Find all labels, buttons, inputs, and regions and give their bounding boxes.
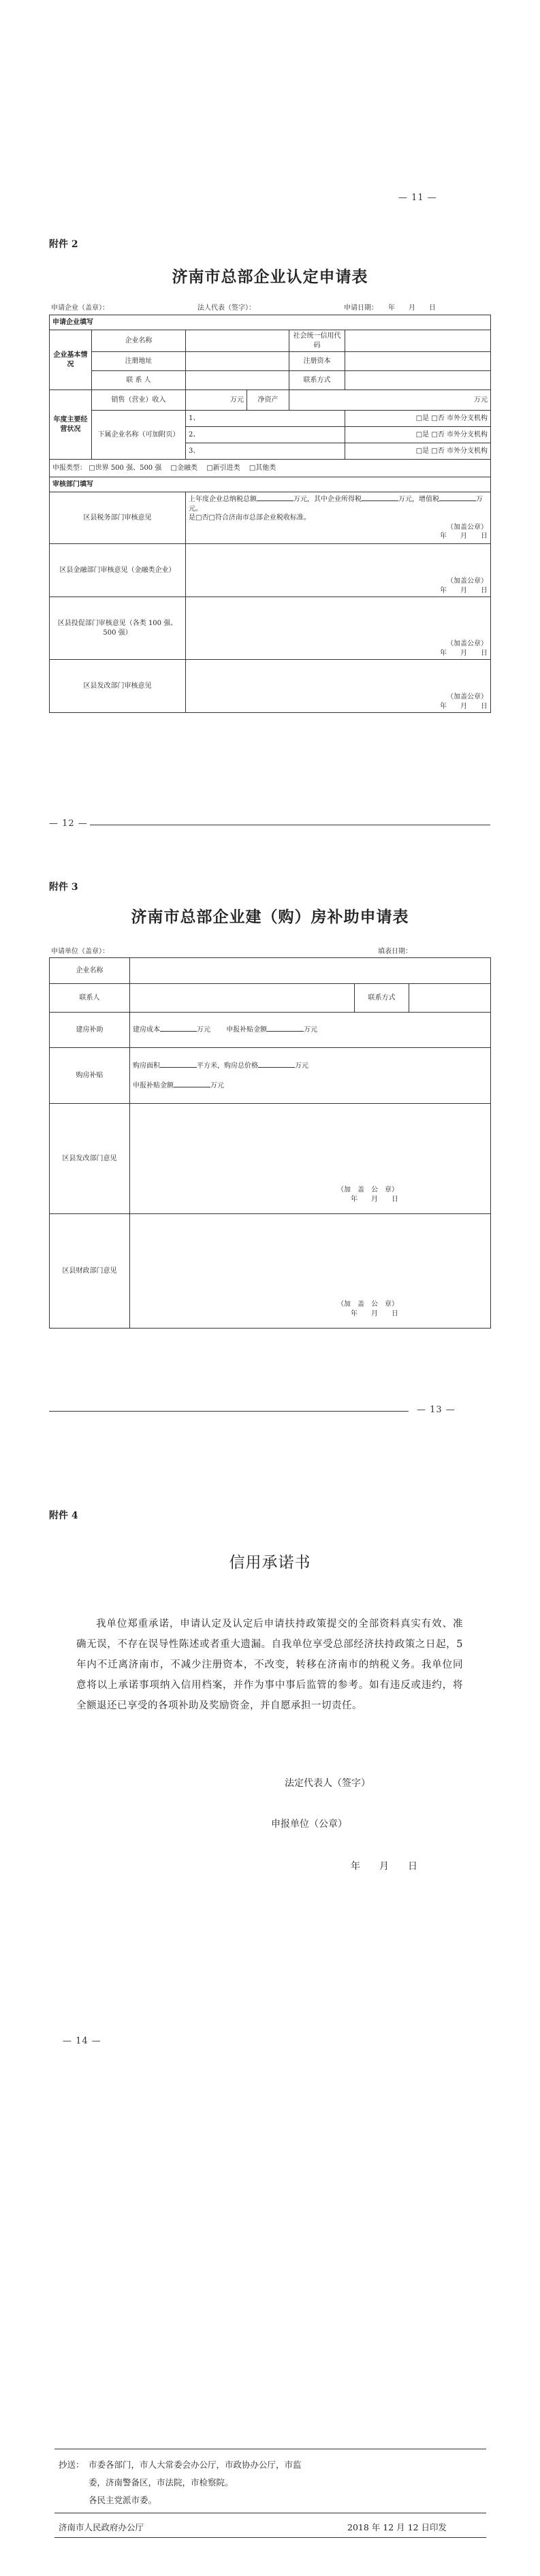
- annex-3-label: 附件 3: [49, 882, 78, 893]
- annex-3-title: 济南市总部企业建（购）房补助申请表: [131, 908, 409, 926]
- applicant-seal-label: 申报单位（公章）: [271, 1819, 347, 1830]
- apply-type-row: [50, 460, 491, 477]
- enterprise-recognition-form: [49, 315, 491, 713]
- annex-3-meta-date: 填表日期：: [378, 948, 412, 955]
- a3-contact-field[interactable]: [130, 984, 355, 1013]
- contact-field[interactable]: [186, 371, 289, 390]
- a3-fin-dept-opinion[interactable]: [130, 1214, 491, 1329]
- company-name-label: 企业名称: [92, 330, 186, 352]
- tax-dept-label: 区县税务部门审核意见: [50, 492, 186, 544]
- cc-line-1: 市委各部门，市人大常委会办公厅，市政协办公厅，市监: [89, 2460, 302, 2470]
- sales-label: 销售（营业）收入: [92, 390, 186, 411]
- a3-company-name-field[interactable]: [130, 958, 491, 984]
- footer-bottom-rule: [54, 2537, 486, 2538]
- tax-dept-seal: （加盖公章）: [447, 523, 488, 531]
- a3-dev-dept-label: 区县发改部门意见: [50, 1104, 130, 1214]
- page-number-12: — 12 —: [49, 818, 88, 829]
- a3-dev-dept-date: 年 月 日: [351, 1195, 398, 1203]
- a3-fin-dept-label: 区县财政部门意见: [50, 1214, 130, 1329]
- apply-type-label: 申报类型：: [52, 464, 86, 472]
- fin-dept-label: 区县金融部门审核意见（金融类企业）: [50, 544, 186, 597]
- sales-unit: 万元: [186, 390, 247, 411]
- contact-method-field[interactable]: [345, 371, 491, 390]
- tax-dept-standard: 是□否□符合济南市总部企业税收标准。: [189, 514, 311, 522]
- reg-address-field[interactable]: [186, 352, 289, 371]
- cc-line-3: 各民主党派市委。: [89, 2495, 157, 2505]
- sub-unit-row-2-option[interactable]: □是 □否 市外分支机构: [345, 427, 491, 443]
- cc-line-2: 委，济南警备区，市法院，市检察院。: [89, 2477, 234, 2487]
- net-assets-unit: 万元: [289, 390, 491, 411]
- annex-2-label: 附件 2: [49, 239, 78, 250]
- sub-units-label: 下属企业名称（可加附页）: [92, 411, 186, 460]
- company-name-field[interactable]: [186, 330, 289, 352]
- issued-date: 2018 年 12 月 12 日印发: [347, 2522, 447, 2532]
- reg-capital-field[interactable]: [345, 352, 491, 371]
- sub-unit-row-3-option[interactable]: □是 □否 市外分支机构: [345, 443, 491, 460]
- sub-unit-row-1-name[interactable]: 1、: [186, 411, 345, 427]
- tax-dept-opinion[interactable]: [186, 492, 491, 544]
- apply-type-other[interactable]: □其他类: [249, 464, 276, 472]
- inv-dept-seal: （加盖公章）: [447, 640, 488, 648]
- credit-code-field[interactable]: [345, 330, 491, 352]
- a3-company-name-label: 企业名称: [50, 958, 130, 984]
- sub-unit-row-1-option[interactable]: □是 □否 市外分支机构: [345, 411, 491, 427]
- a3-fin-dept-seal: （加 盖 公 章）: [337, 1301, 398, 1308]
- credit-commitment-body: 我单位郑重承诺，申请认定及认定后申请扶持政策提交的全部资料真实有效、准确无误，不存在误导性陈述或者重大遗漏。自我单位享受总部经济扶持政策之日起，5 年内不迁离济南市，不减少注册资本，不改变，转移在济南市的纳税义务。我单位同意将以上承诺事项纳入信用档案，并作为事中事后监管的参考。如有违反或违约，将全额退还已享受的各项补助及奖励资金，并自愿承担一切责任。: [76, 1619, 463, 1711]
- commitment-date: 年 月 日: [351, 1861, 417, 1872]
- a3-contact-method-label: 联系方式: [355, 984, 409, 1013]
- legal-rep-signature-label: 法定代表人（签字）: [285, 1778, 370, 1789]
- sub-unit-row-2-name[interactable]: 2、: [186, 427, 345, 443]
- yearly-status-label: 年度主要经营状况: [50, 390, 92, 460]
- apply-type-finance[interactable]: □金融类: [170, 464, 197, 472]
- apply-type-top500[interactable]: □世界 500 强、500 强: [89, 464, 162, 472]
- fin-dept-date: 年 月 日: [440, 586, 488, 594]
- basic-info-label: 企业基本情况: [50, 330, 92, 390]
- buy-subsidy-label: 购房补贴: [50, 1048, 130, 1104]
- contact-method-label: 联系方式: [289, 371, 345, 390]
- dev-dept-date: 年 月 日: [440, 702, 488, 710]
- annex-4-label: 附件 4: [49, 1510, 78, 1521]
- page-number-13: — 13 —: [417, 1405, 456, 1415]
- dev-dept-opinion[interactable]: [186, 660, 491, 713]
- fin-dept-opinion[interactable]: [186, 544, 491, 597]
- buy-subsidy-field[interactable]: 购房面积 平方米，购房总价格 万元 申报补贴金额 万元: [130, 1048, 491, 1104]
- cc-label: 抄送：: [59, 2460, 84, 2470]
- annex-4-title: 信用承诺书: [229, 1554, 311, 1572]
- inv-dept-opinion[interactable]: [186, 597, 491, 660]
- a3-contact-method-field[interactable]: [409, 984, 491, 1013]
- housing-subsidy-form: [49, 957, 491, 1329]
- sub-unit-row-3-name[interactable]: 3、: [186, 443, 345, 460]
- section-review-fill: 审核部门填写: [50, 477, 491, 492]
- dev-dept-label: 区县发改部门审核意见: [50, 660, 186, 713]
- issuer: 济南市人民政府办公厅: [59, 2522, 144, 2532]
- a3-dev-dept-opinion[interactable]: [130, 1104, 491, 1214]
- build-subsidy-label: 建房补助: [50, 1013, 130, 1048]
- annex-2-title: 济南市总部企业认定申请表: [172, 268, 368, 286]
- page-number-14: — 14 —: [63, 2036, 101, 2046]
- annex-2-meta-date: 申请日期： 年 月 日: [344, 304, 436, 312]
- annex-2-meta-legal-rep: 法人代表（签字）：: [197, 304, 255, 312]
- a3-fin-dept-date: 年 月 日: [351, 1309, 398, 1318]
- reg-capital-label: 注册资本: [289, 352, 345, 371]
- dev-dept-seal: （加盖公章）: [447, 693, 488, 701]
- section-company-fill: 申请企业填写: [50, 315, 491, 330]
- a3-contact-label: 联系人: [50, 984, 130, 1013]
- inv-dept-label: 区县投促部门审核意见（各类 100 强、500 强）: [50, 597, 186, 660]
- contact-label: 联 系 人: [92, 371, 186, 390]
- page-number-11: — 11 —: [398, 193, 437, 203]
- inv-dept-date: 年 月 日: [440, 649, 488, 657]
- build-subsidy-field[interactable]: 建房成本 万元 申报补贴金额 万元: [130, 1013, 491, 1048]
- a3-dev-dept-seal: （加 盖 公 章）: [337, 1186, 398, 1194]
- annex-2-meta-applicant: 申请企业（盖章）：: [51, 304, 109, 312]
- annex-3-meta-applicant: 申请单位（盖章）：: [51, 948, 109, 955]
- tax-dept-date: 年 月 日: [440, 532, 488, 541]
- credit-code-label: 社会统一信用代码: [289, 330, 345, 352]
- page-13-rule: [49, 1411, 409, 1412]
- tax-dept-text: 上年度企业总纳税总额 万元，其中企业所得税 万元，增值税 万元。: [189, 496, 483, 513]
- fin-dept-seal: （加盖公章）: [447, 577, 488, 585]
- net-assets-label: 净资产: [247, 390, 289, 411]
- reg-address-label: 注册地址: [92, 352, 186, 371]
- apply-type-new[interactable]: □新引进类: [206, 464, 240, 472]
